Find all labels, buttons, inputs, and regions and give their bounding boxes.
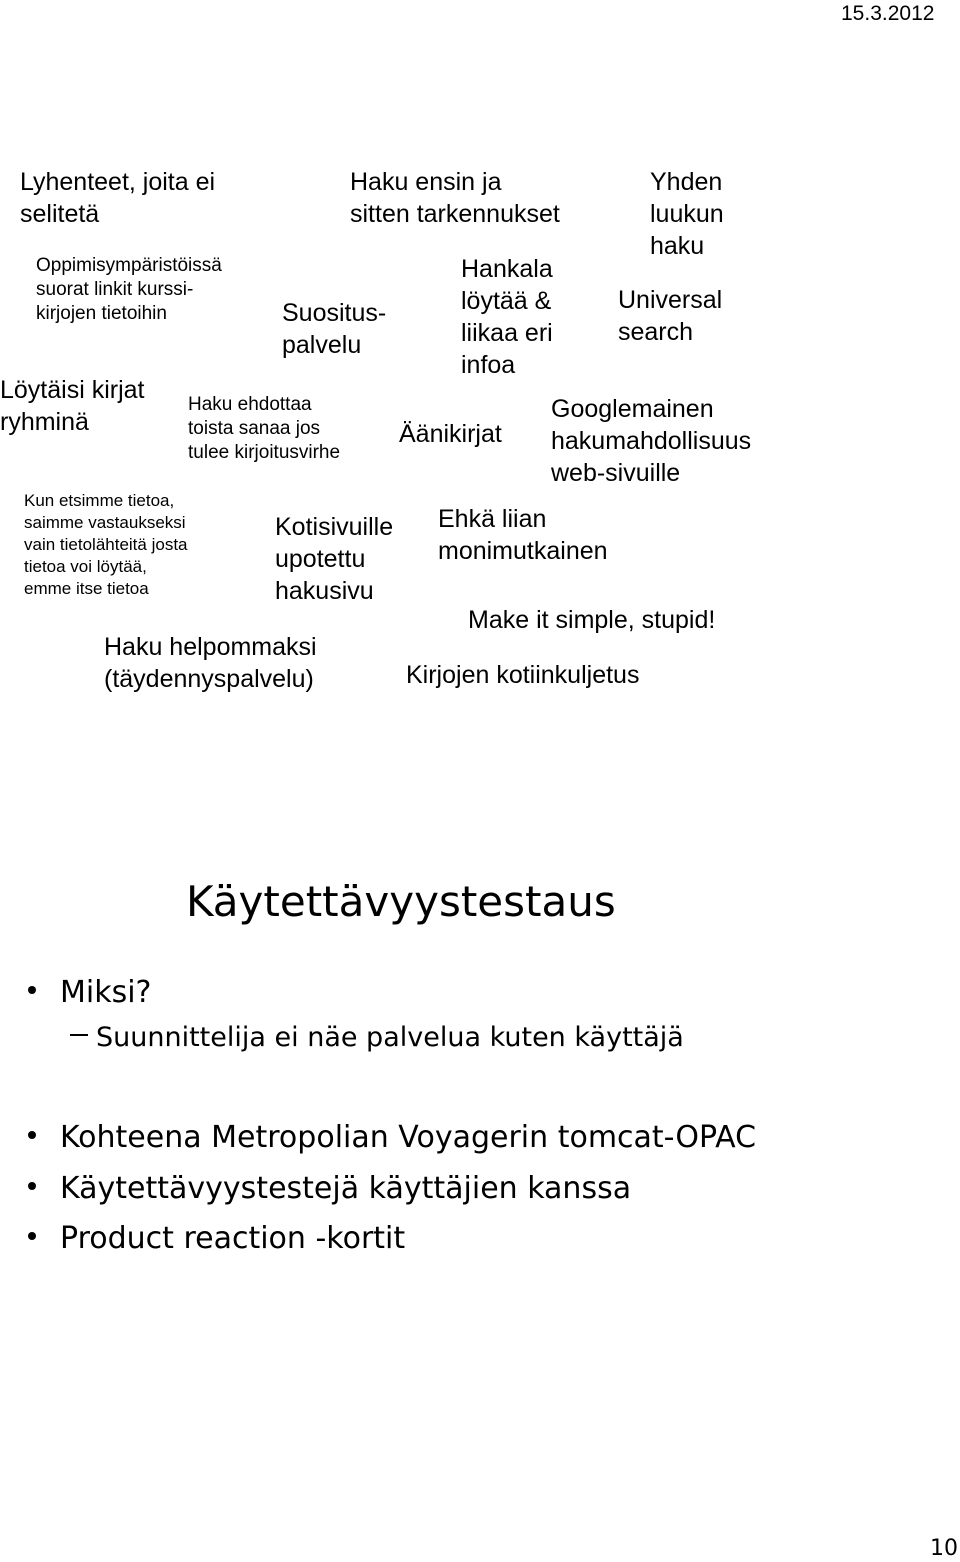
note-universal-search: Universal search — [618, 286, 723, 346]
note-haku-ensin: Haku ensin ja sitten tarkennukset — [350, 168, 560, 228]
note-make-it-simple: Make it simple, stupid! — [468, 606, 716, 634]
bullet-text-kaytettavyystesteja: Käytettävyystestejä käyttäjien kanssa — [60, 1171, 632, 1206]
note-loytaisi-kirjat: Löytäisi kirjat ryhminä — [0, 376, 145, 436]
bullet-text-kohteena: Kohteena Metropolian Voyagerin tomcat-OPAC — [60, 1120, 757, 1155]
note-googlemainen: Googlemainen hakumahdollisuus web-sivuille — [551, 395, 752, 487]
bullet-icon — [28, 1131, 36, 1139]
bullet-item — [28, 1219, 405, 1259]
slide-title: Käytettävyystestaus — [186, 877, 616, 926]
bullet-text-product-reaction: Product reaction -kortit — [60, 1221, 406, 1256]
bullet-icon — [28, 1182, 36, 1190]
bullet-icon — [28, 1232, 36, 1240]
sub-bullet-item — [70, 1020, 684, 1056]
note-kun-etsimme: Kun etsimme tietoa, saimme vastaukseksi vain tietolähteitä josta tietoa voi löytää, emme itse tietoa — [24, 491, 188, 598]
note-suositus-palvelu: Suositus- palvelu — [282, 299, 387, 359]
bullet-item — [28, 1118, 756, 1158]
bullet-item — [28, 973, 151, 1013]
note-haku-ehdottaa: Haku ehdottaa toista sanaa jos tulee kirjoitusvirhe — [188, 394, 341, 463]
note-kirjojen-kotiinkuljetus: Kirjojen kotiinkuljetus — [406, 661, 640, 689]
dash-icon — [70, 1034, 88, 1036]
note-oppimisymparistot: Oppimisympäristöissä suorat linkit kurssi- kirjojen tietoihin — [36, 255, 222, 324]
page-number: 10 — [930, 1536, 958, 1561]
date-header: 15.3.2012 — [841, 2, 935, 25]
note-kotisivuille: Kotisivuille upotettu hakusivu — [275, 513, 394, 605]
bullet-item — [28, 1169, 631, 1209]
note-aanikirjat: Äänikirjat — [399, 420, 502, 448]
note-haku-helpommaksi: Haku helpommaksi (täydennyspalvelu) — [104, 633, 317, 693]
bullet-icon — [28, 986, 36, 994]
note-lyhenteet: Lyhenteet, joita ei selitetä — [20, 168, 216, 228]
note-yhden-luukun: Yhden luukun haku — [650, 168, 724, 260]
sub-bullet-text: Suunnittelija ei näe palvelua kuten käyttäjä — [96, 1022, 684, 1053]
note-hankala: Hankala löytää & liikaa eri infoa — [461, 255, 553, 379]
note-ehka-liian: Ehkä liian monimutkainen — [438, 505, 608, 565]
bullet-text-miksi: Miksi? — [60, 975, 152, 1010]
